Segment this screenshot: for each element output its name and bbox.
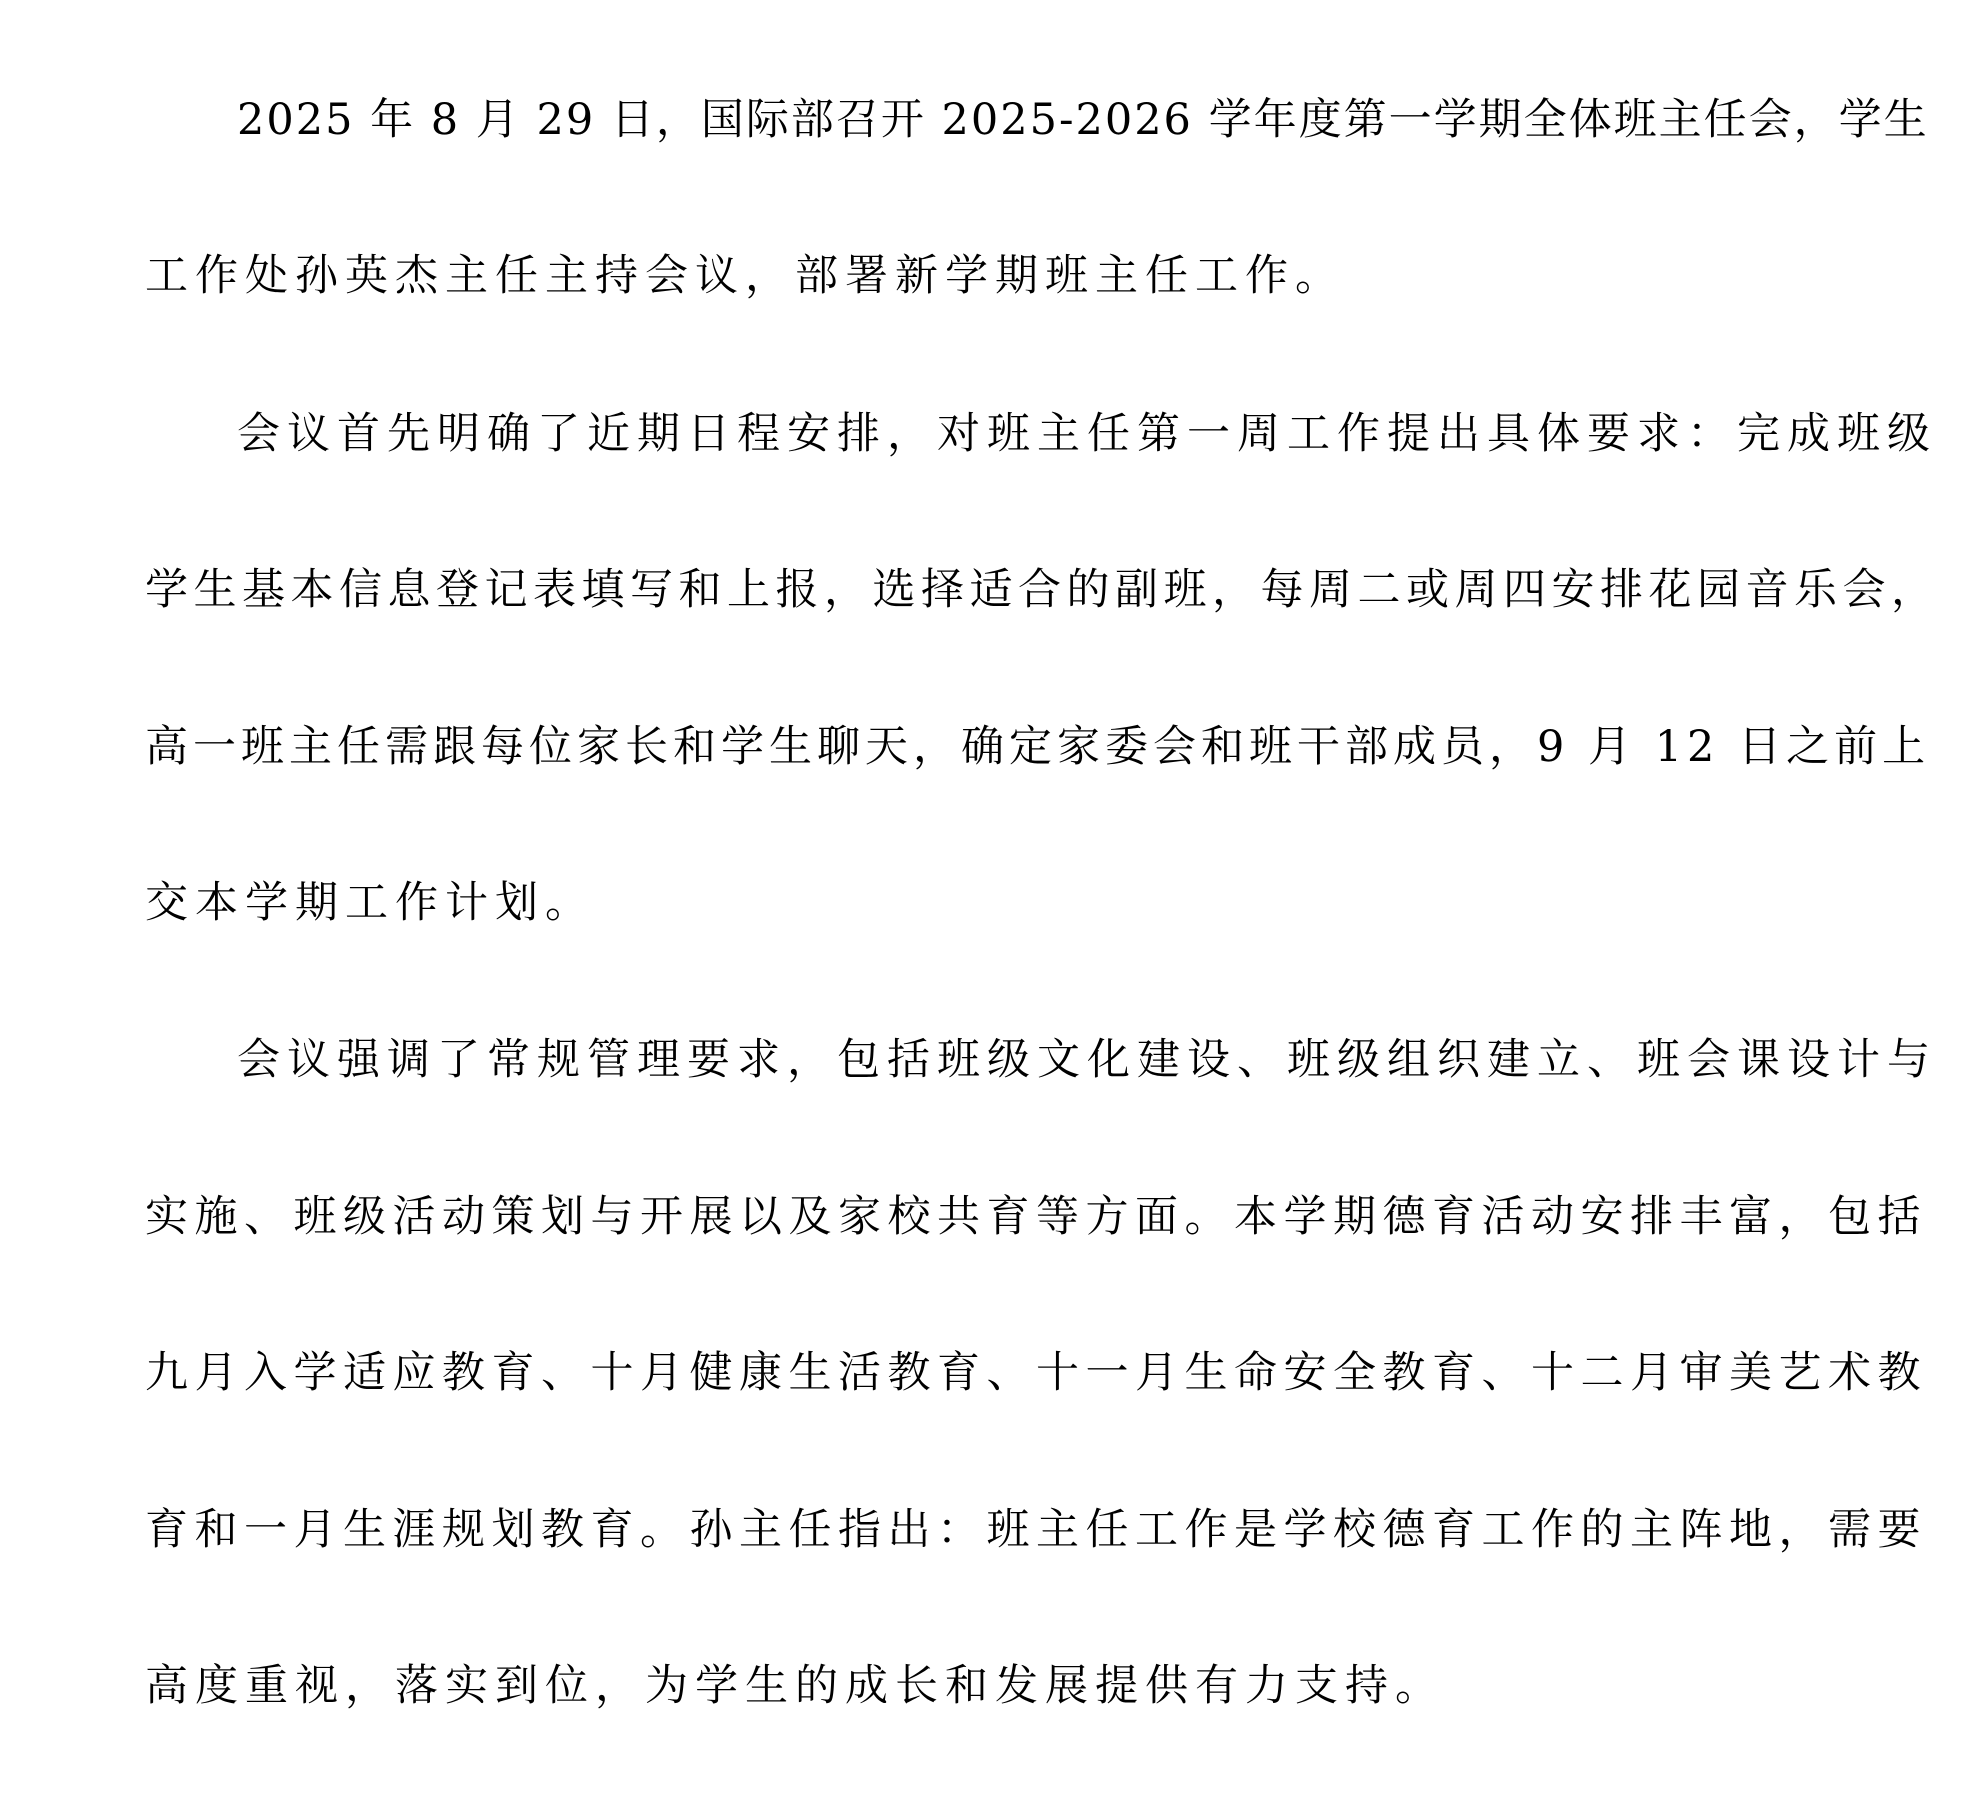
paragraph-3-line-3: 九月入学适应教育、十月健康生活教育、十一月生命安全教育、十二月审美艺术教 — [145, 1348, 1927, 1398]
paragraph-2-line-4: 交本学期工作计划。 — [145, 878, 595, 928]
paragraph-3-line-2: 实施、班级活动策划与开展以及家校共育等方面。本学期德育活动安排丰富，包括 — [145, 1192, 1927, 1242]
paragraph-2-line-3: 高一班主任需跟每位家长和学生聊天，确定家委会和班干部成员，9 月 12 日之前上 — [145, 722, 1931, 772]
paragraph-2-line-2: 学生基本信息登记表填写和上报，选择适合的副班，每周二或周四安排花园音乐会， — [145, 565, 1940, 615]
paragraph-3-line-5: 高度重视，落实到位，为学生的成长和发展提供有力支持。 — [145, 1661, 1445, 1711]
paragraph-2-line-1: 会议首先明确了近期日程安排，对班主任第一周工作提出具体要求：完成班级 — [237, 409, 1937, 459]
paragraph-3-line-1: 会议强调了常规管理要求，包括班级文化建设、班级组织建立、班会课设计与 — [237, 1035, 1937, 1085]
paragraph-1-line-1: 2025 年 8 月 29 日，国际部召开 2025-2026 学年度第一学期全体班主任会，学生 — [237, 95, 1929, 145]
paragraph-1-line-2: 工作处孙英杰主任主持会议，部署新学期班主任工作。 — [145, 251, 1345, 301]
paragraph-3-line-4: 育和一月生涯规划教育。孙主任指出：班主任工作是学校德育工作的主阵地，需要 — [145, 1505, 1927, 1555]
